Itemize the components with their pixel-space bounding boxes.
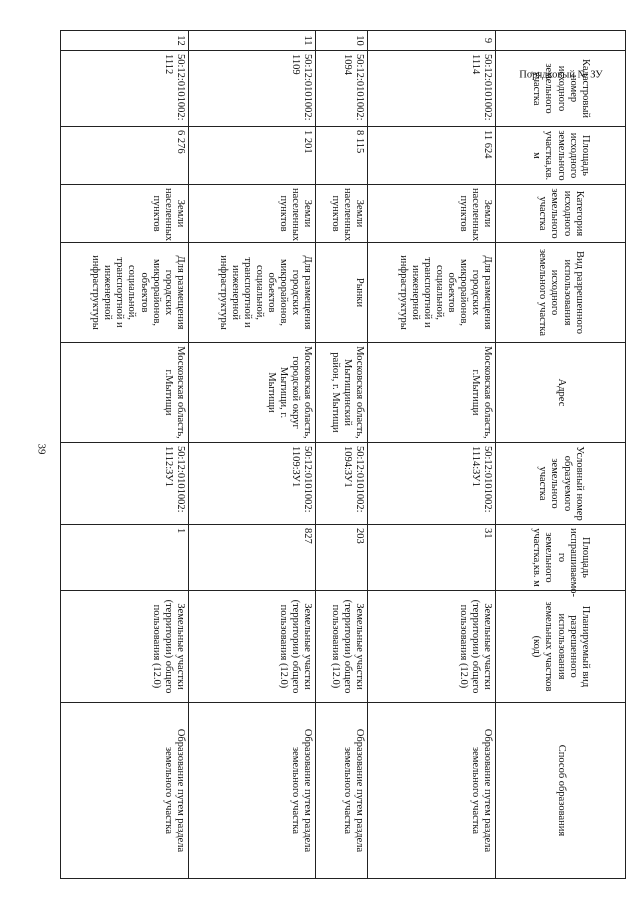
land-category: Земли населенных пунктов	[316, 185, 368, 243]
planned-use: Земельные участки (территории) общего пользования (12.0)	[316, 591, 368, 703]
source-area: 8 115	[316, 127, 368, 185]
planned-use: Земельные участки (территории) общего пользования (12.0)	[368, 591, 496, 703]
cadastral-number: 50:12:0101002: 1094	[316, 51, 368, 127]
header-cadastral: Кадастровый номер исходного земельного участка	[496, 51, 626, 127]
land-plots-table	[60, 30, 626, 879]
header-new-number: Условный номер образуемого земельного участка	[496, 443, 626, 525]
formation-method: Образование путем раздела земельного участка	[316, 703, 368, 879]
land-category: Земли населенных пунктов	[61, 185, 189, 243]
table-row	[368, 31, 496, 879]
cadastral-number: 50:12:0101002: 1109	[188, 51, 316, 127]
address: Московская область, г.Мытищи	[61, 343, 189, 443]
page-number: 39	[35, 443, 48, 455]
requested-area: 31	[368, 525, 496, 591]
source-area: 1 201	[188, 127, 316, 185]
new-plot-number: 50:12:0101002: 1094:ЗУ1	[316, 443, 368, 525]
new-plot-number: 50:12:0101002: 1114:ЗУ1	[368, 443, 496, 525]
address: Московская область, г.Мытищи	[368, 343, 496, 443]
cadastral-number: 50:12:0101002: 1112	[61, 51, 189, 127]
new-plot-number: 50:12:0101002: 1112:ЗУ1	[61, 443, 189, 525]
table-row	[61, 31, 189, 879]
header-area: Площадь исходного земельного участка,кв. м	[496, 127, 626, 185]
row-number: 11	[188, 31, 316, 51]
requested-area: 1	[61, 525, 189, 591]
formation-method: Образование путем раздела земельного участка	[368, 703, 496, 879]
table-header-row	[496, 31, 626, 879]
formation-method: Образование путем раздела земельного участка	[61, 703, 189, 879]
address: Московская область, Мытищинский район, г. Мытищи	[316, 343, 368, 443]
source-area: 11 624	[368, 127, 496, 185]
land-category: Земли населенных пунктов	[368, 185, 496, 243]
header-number: Порядковый № ЗУ	[496, 31, 626, 51]
requested-area: 827	[188, 525, 316, 591]
planned-use: Земельные участки (территории) общего пользования (12.0)	[188, 591, 316, 703]
planned-use: Земельные участки (территории) общего пользования (12.0)	[61, 591, 189, 703]
row-number: 9	[368, 31, 496, 51]
new-plot-number: 50:12:0101002: 1109:ЗУ1	[188, 443, 316, 525]
header-category: Категория исходного земельного участка	[496, 185, 626, 243]
header-use: Вид разрешенного использования исходного земельного участка	[496, 243, 626, 343]
header-method: Способ образования	[496, 703, 626, 879]
address: Московская область, городской округ Мытищи, г. Мытищи	[188, 343, 316, 443]
table-row	[188, 31, 316, 879]
permitted-use: Для размещения городских микрорайонов, объектов социальной, транспортной и инженерной инфраструктуры	[368, 243, 496, 343]
header-planned-use: Планируемый вид разрешенного использования земельных участков (код)	[496, 591, 626, 703]
permitted-use: Для размещения городских микрорайонов, объектов социальной, транспортной и инженерной инфраструктуры	[188, 243, 316, 343]
formation-method: Образование путем раздела земельного участка	[188, 703, 316, 879]
permitted-use: Рынки	[316, 243, 368, 343]
land-category: Земли населенных пунктов	[188, 185, 316, 243]
row-number: 12	[61, 31, 189, 51]
requested-area: 203	[316, 525, 368, 591]
permitted-use: Для размещения городских микрорайонов, объектов социальной, транспортной и инженерной инфраструктуры	[61, 243, 189, 343]
table-row	[316, 31, 368, 879]
source-area: 6 276	[61, 127, 189, 185]
row-number: 10	[316, 31, 368, 51]
rotated-table-container	[60, 30, 626, 878]
header-req-area: Площадь испрашиваемо-го земельного участка,кв. м	[496, 525, 626, 591]
header-address: Адрес	[496, 343, 626, 443]
cadastral-number: 50:12:0101002: 1114	[368, 51, 496, 127]
